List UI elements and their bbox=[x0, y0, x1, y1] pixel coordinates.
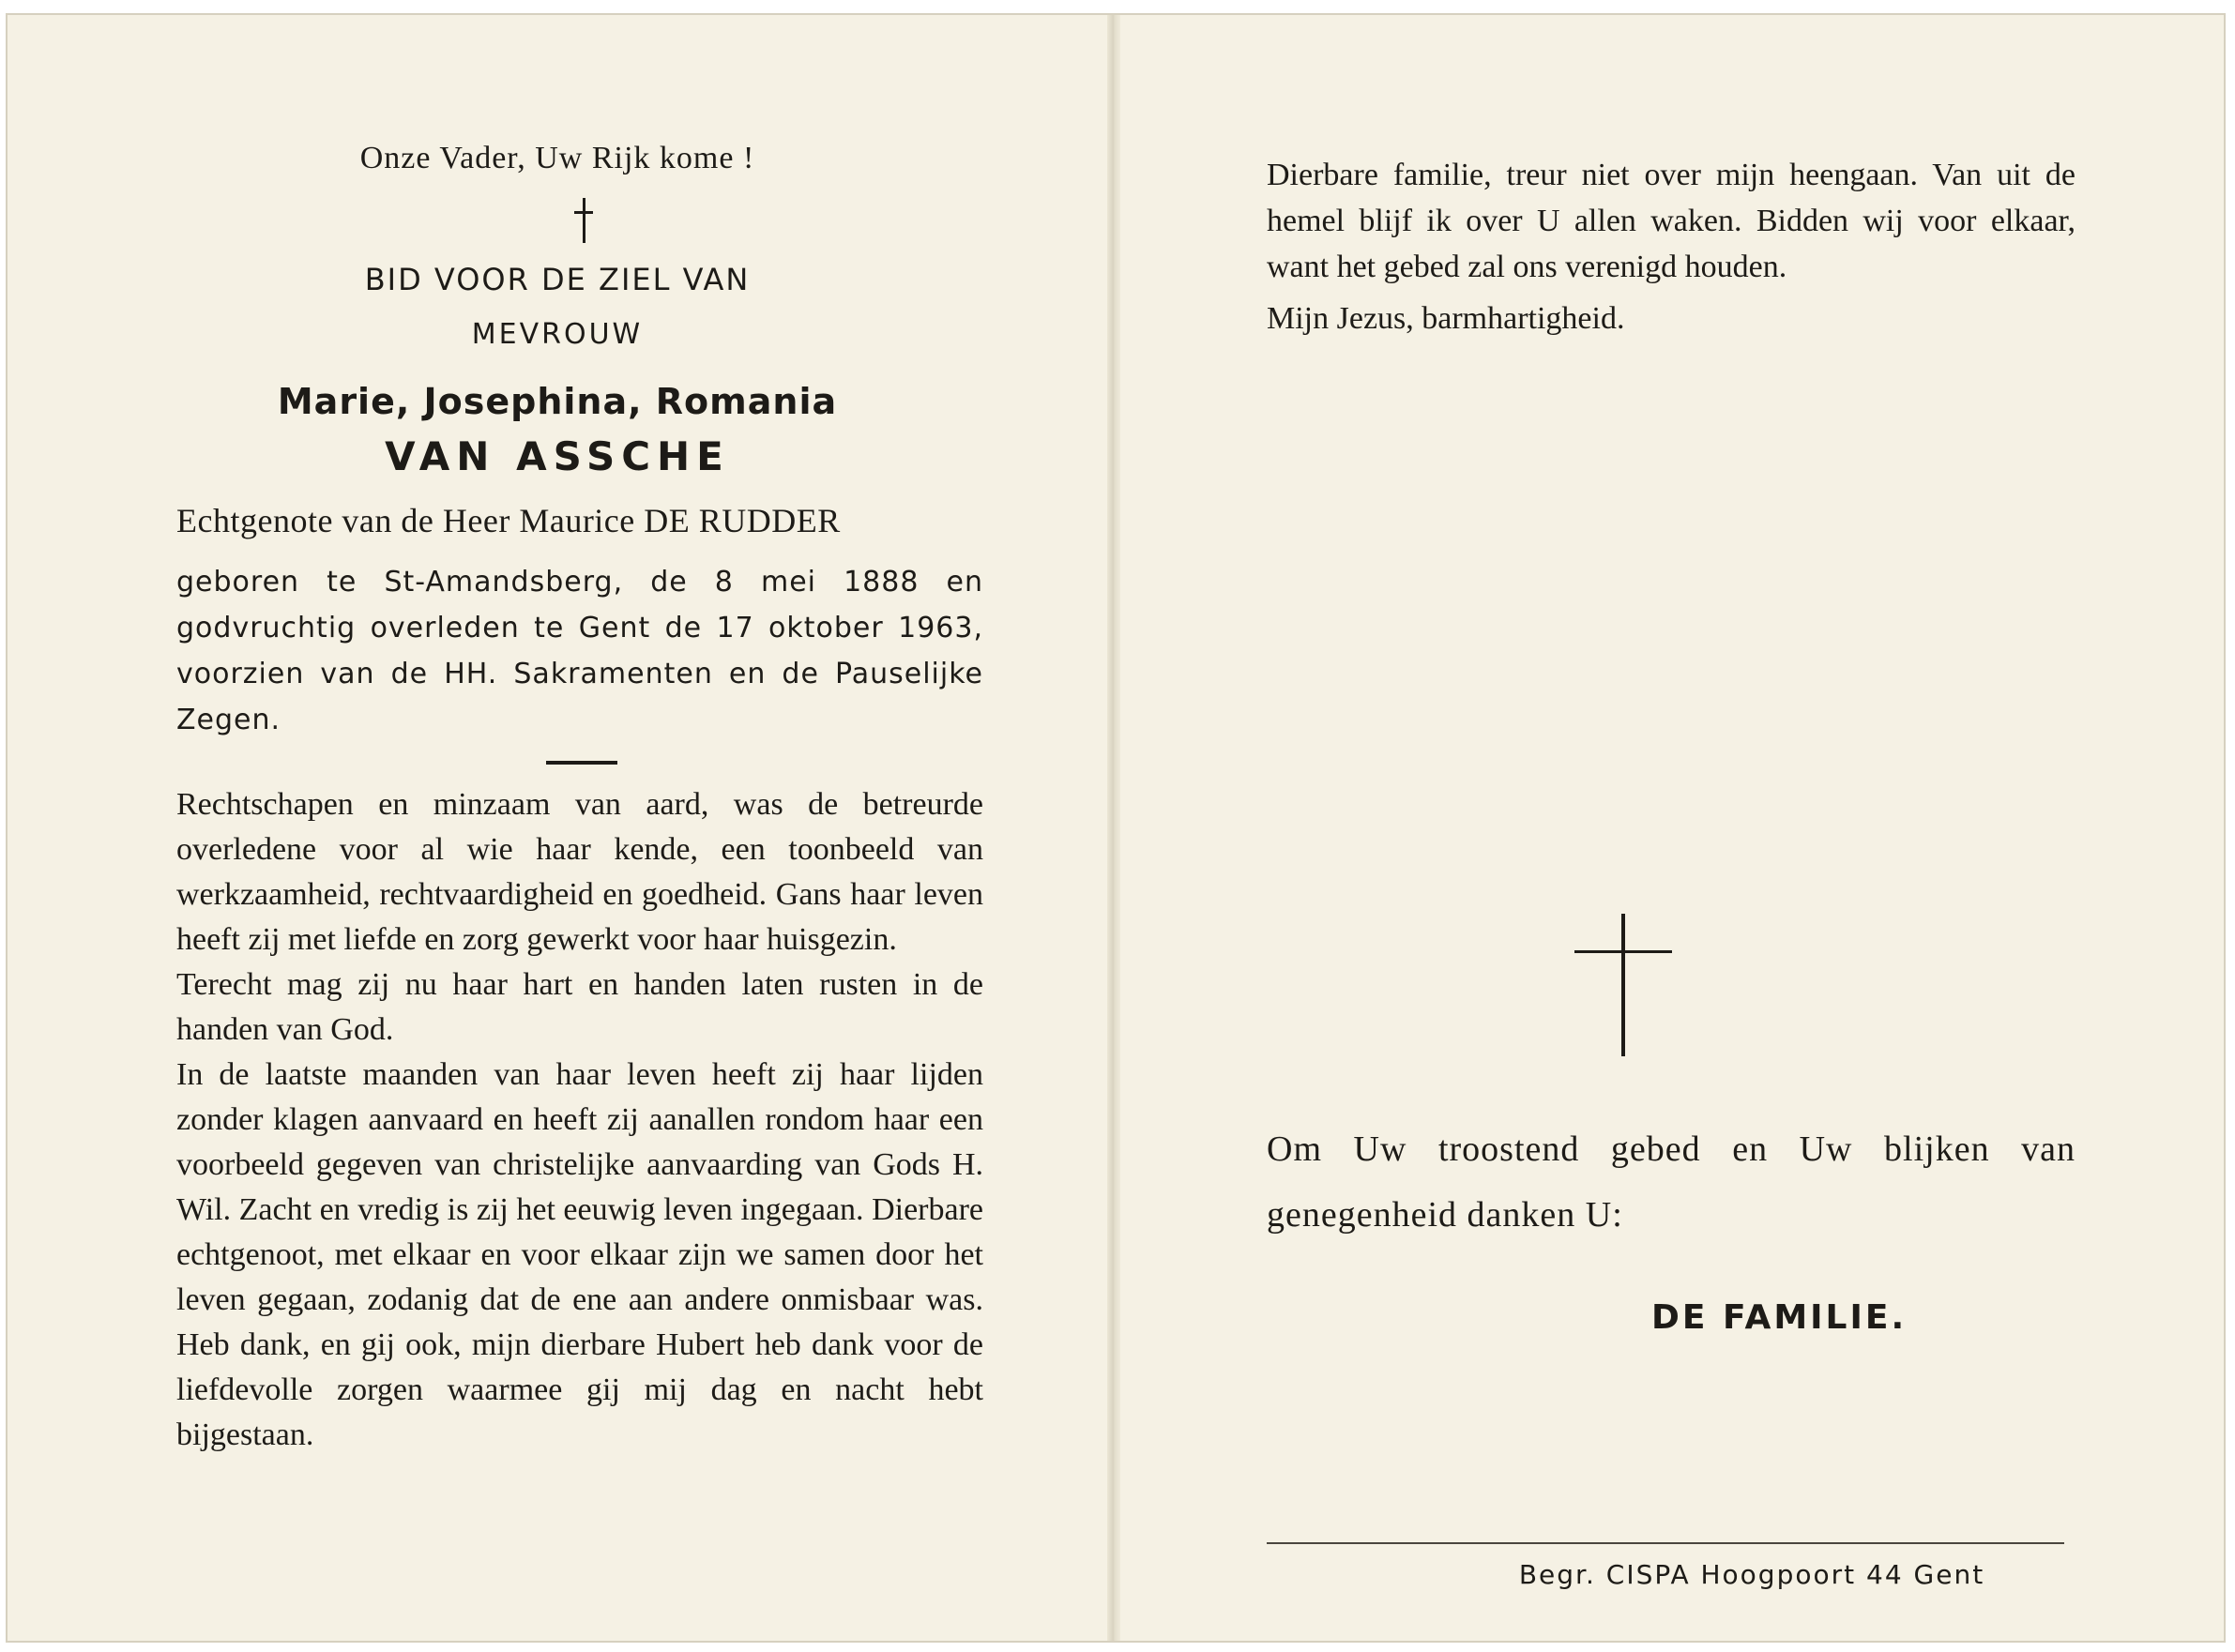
spouse-line: Echtgenote van de Heer Maurice DE RUDDER bbox=[176, 502, 841, 539]
farewell-paragraph: Dierbare familie, treur niet over mijn heengaan. Van uit de hemel blijf ik over U allen waken. Bidden wij voor elkaar, want het gebed zal ons verenigd houden. bbox=[1267, 158, 2075, 284]
farewell-text bbox=[1267, 152, 2075, 341]
family-signature: DE FAMILIE. bbox=[1651, 1298, 1908, 1337]
printer-credit: Begr. CISPA Hoogpoort 44 Gent bbox=[1518, 1559, 1985, 1590]
thanks-paragraph: Om Uw troostend gebed en Uw blijken van genegenheid danken U: bbox=[1267, 1129, 2075, 1235]
title-mevrouw: MEVROUW bbox=[471, 318, 644, 351]
memorial-card bbox=[6, 13, 2226, 1643]
prayer-line: Onze Vader, Uw Rijk kome ! bbox=[359, 141, 755, 175]
divider-rule bbox=[546, 761, 617, 765]
pray-for-heading: BID VOOR DE ZIEL VAN bbox=[364, 262, 751, 297]
eulogy-paragraph: Terecht mag zij nu haar hart en handen laten rusten in de handen van God. bbox=[176, 967, 983, 1047]
card-fold bbox=[1107, 15, 1120, 1641]
deceased-first-names: Marie, Josephina, Romania bbox=[277, 381, 838, 422]
deceased-surname: VAN ASSCHE bbox=[385, 433, 730, 479]
eulogy-paragraph: In de laatste maanden van haar leven heeft zij haar lijden zonder klagen aanvaard en heeft zij aanallen rondom haar een voorbeeld gegeven van christelijke aanvaarding van Gods H. Wil. Zacht en vredig is zij het eeuwig leven ingegaan. Dierbare echtgenoot, met elkaar en voor elkaar zijn we samen door het leven gegaan, zodanig dat de ene aan andere onmisbaar was. Heb dank, en gij ook, mijn dierbare Hubert heb dank voor de liefdevolle zorgen waarmee gij mij dag en nacht hebt bijgestaan. bbox=[176, 1057, 983, 1452]
closing-prayer: Mijn Jezus, barmhartigheid. bbox=[1267, 301, 1625, 336]
right-page bbox=[1120, 15, 2224, 1641]
cross-icon bbox=[1574, 914, 1672, 1056]
biography-paragraph: geboren te St-Amandsberg, de 8 mei 1888 en godvruchtig overleden te Gent de 17 oktober 1963, voorzien van de HH. Sakramenten en de Pauselijke Zegen. bbox=[176, 566, 983, 736]
left-page bbox=[8, 15, 1107, 1641]
footer-rule bbox=[1267, 1542, 2064, 1544]
eulogy-paragraph: Rechtschapen en minzaam van aard, was de betreurde overledene voor al wie haar kende, een toonbeeld van werkzaamheid, rechtvaardigheid en goedheid. Gans haar leven heeft zij met liefde en zorg gewerkt voor haar huisgezin. bbox=[176, 787, 983, 957]
eulogy-text bbox=[176, 782, 983, 1458]
thanks-text bbox=[1267, 1116, 2075, 1248]
cross-icon bbox=[574, 198, 593, 243]
